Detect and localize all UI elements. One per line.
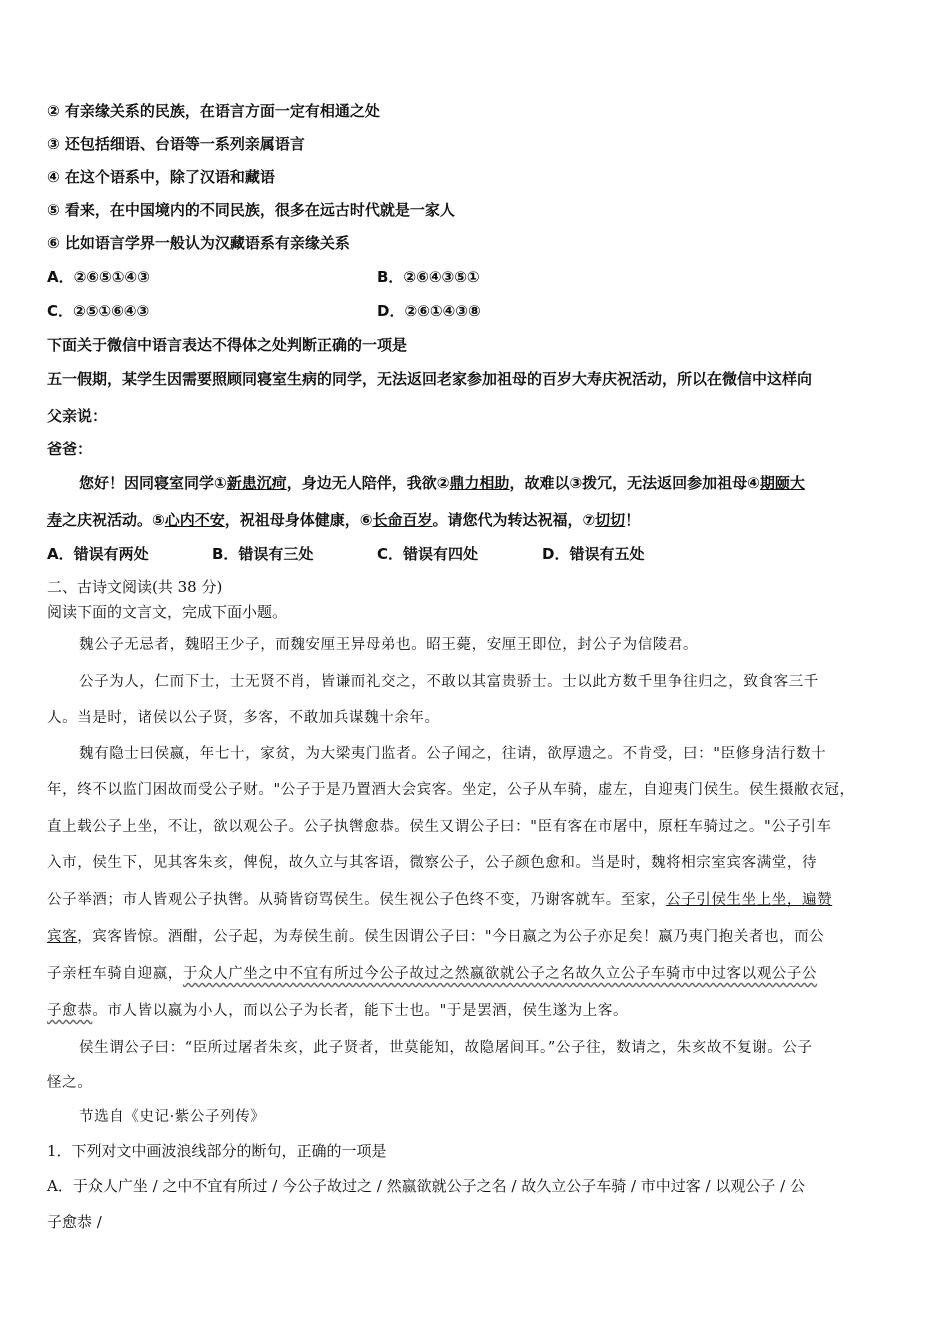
section-heading: 二、古诗文阅读(共 38 分) bbox=[47, 578, 223, 596]
order-item-4: ④ 在这个语系中，除了汉语和藏语 bbox=[47, 168, 275, 186]
msg-text: 之庆祝活动。⑤ bbox=[62, 511, 165, 529]
passage-p3-line-5 bbox=[47, 889, 832, 911]
wechat-salutation: 爸爸： bbox=[47, 440, 93, 458]
msg-text: ！ bbox=[625, 511, 641, 529]
wechat-options bbox=[47, 543, 707, 565]
msg-underlined-4: 心内不安 bbox=[164, 511, 225, 529]
order-option-b: B．②⑥④③⑤① bbox=[377, 268, 480, 286]
msg-text: ，祝祖母身体健康，⑥ bbox=[224, 511, 373, 529]
passage-underlined: 公子引侯生坐上坐，遍赞 bbox=[666, 892, 833, 908]
question-1-option-a-line-1: A．于众人广坐 / 之中不宜有所过 / 今公子故过之 / 然嬴欲就公子之名 / 故久立公子车骑 / 市中过客 / 以观公子 / 公 bbox=[47, 1177, 805, 1195]
msg-underlined-3: 期颐大 bbox=[759, 474, 805, 492]
order-item-5: ⑤ 看来，在中国境内的不同民族，很多在远古时代就是一家人 bbox=[47, 201, 455, 219]
passage-p3-line-8 bbox=[47, 1000, 628, 1022]
order-option-d: D．②⑥①④③⑧ bbox=[377, 302, 481, 320]
wechat-question-stem: 下面关于微信中语言表达不得体之处判断正确的一项是 bbox=[47, 336, 408, 354]
passage-text: 。市人皆以嬴为小人，而以公子为长者，能下士也。"于是罢酒，侯生遂为上客。 bbox=[92, 1003, 629, 1019]
passage-p3-line-6 bbox=[47, 926, 824, 948]
passage-wavy-underlined: 于众人广坐之中不宜有所过今公子故过之然嬴欲就公子之名故久立公子车骑市中过客以观公子公 bbox=[182, 966, 818, 982]
passage-p3-line-7 bbox=[47, 963, 817, 985]
passage-p2-line-2: 人。当是时，诸侯以公子贤，多客，不敢加兵谋魏十余年。 bbox=[47, 710, 440, 726]
order-item-6: ⑥ 比如语言学界一般认为汉藏语系有亲缘关系 bbox=[47, 234, 350, 252]
passage-underlined: 宾客 bbox=[47, 929, 78, 945]
msg-text: ，身边无人陪伴，我欲② bbox=[286, 474, 450, 492]
msg-text: 。请您代为转达祝福，⑦ bbox=[432, 511, 596, 529]
passage-p4-line-2: 怪之。 bbox=[47, 1075, 93, 1091]
order-item-2: ② 有亲缘关系的民族，在语言方面一定有相通之处 bbox=[47, 102, 380, 120]
passage-p2-line-1: 公子为人，仁而下士，士无贤不肖，皆谦而礼交之，不敢以其富贵骄士。士以此方数千里争往归之，致食客三千 bbox=[79, 674, 819, 690]
passage-p3-line-3: 直上载公子上坐，不让，欲以观公子。公子执辔愈恭。侯生又谓公子曰："臣有客在市屠中，原枉车骑过之。"公子引车 bbox=[47, 819, 832, 835]
msg-underlined-5: 长命百岁 bbox=[372, 511, 433, 529]
passage-wavy-underlined: 子愈恭 bbox=[47, 1003, 93, 1019]
passage-p3-line-1: 魏有隐士曰侯嬴，年七十，家贫，为大梁夷门监者。公子闻之，往请，欲厚遗之。不肯受，曰："臣修身洁行数十 bbox=[79, 746, 827, 762]
question-1-stem: 1．下列对文中画波浪线部分的断句，正确的一项是 bbox=[47, 1142, 387, 1160]
msg-text: ，故难以③拨冗，无法返回参加祖母④ bbox=[509, 474, 760, 492]
msg-underlined-6: 切切 bbox=[595, 511, 626, 529]
order-item-3: ③ 还包括细语、台语等一系列亲属语言 bbox=[47, 135, 305, 153]
passage-text: ，宾客皆惊。酒酣，公子起，为寿侯生前。侯生因谓公子曰："今日嬴之为公子亦足矣！嬴乃夷门抱关者也，而公 bbox=[77, 929, 825, 945]
wechat-message-line-2 bbox=[47, 509, 640, 531]
question-1-option-a-line-2: 子愈恭 / bbox=[47, 1213, 102, 1231]
passage-text: 子亲枉车骑自迎嬴， bbox=[47, 966, 183, 982]
msg-underlined-2: 鼎力相助 bbox=[449, 474, 510, 492]
reading-instruction: 阅读下面的文言文，完成下面小题。 bbox=[47, 603, 288, 621]
wechat-message-line-1 bbox=[47, 472, 805, 494]
wechat-option-b: B．错误有三处 bbox=[212, 545, 314, 563]
msg-underlined-3b: 寿 bbox=[47, 511, 63, 529]
wechat-context-line-2: 父亲说： bbox=[47, 407, 108, 425]
msg-underlined-1: 新患沉疴 bbox=[226, 474, 287, 492]
passage-p3-line-2: 年，终不以监门困故而受公子财。"公子于是乃置酒大会宾客。坐定，公子从车骑，虚左，自迎夷门侯生。侯生摄敝衣冠， bbox=[47, 782, 855, 798]
wechat-option-c: C．错误有四处 bbox=[377, 545, 479, 563]
passage-p4-line-1: 侯生谓公子曰：“臣所过屠者朱亥，此子贤者，世莫能知，故隐屠间耳。”公子往，数请之，朱亥故不复谢。公子 bbox=[79, 1040, 813, 1056]
passage-p1: 魏公子无忌者，魏昭王少子，而魏安厘王异母弟也。昭王薨，安厘王即位，封公子为信陵君。 bbox=[79, 637, 699, 653]
wechat-option-a: A．错误有两处 bbox=[47, 545, 149, 563]
wechat-context-line-1: 五一假期，某学生因需要照顾同寝室生病的同学，无法返回老家参加祖母的百岁大寿庆祝活动，所以在微信中这样向 bbox=[47, 370, 813, 388]
order-option-a: A．②⑥⑤①④③ bbox=[47, 268, 150, 286]
order-option-c: C．②⑤①⑥④③ bbox=[47, 302, 150, 320]
msg-text: 您好！因同寝室同学① bbox=[79, 474, 227, 492]
passage-source: 节选自《史记·紫公子列传》 bbox=[79, 1109, 266, 1125]
passage-p3-line-4: 入市，侯生下，见其客朱亥，俾倪，故久立与其客语，微察公子，公子颜色愈和。当是时，魏将相宗室宾客满堂，待 bbox=[47, 855, 818, 871]
wechat-option-d: D．错误有五处 bbox=[542, 545, 645, 563]
passage-text: 公子举酒；市人皆观公子执辔。从骑皆窃骂侯生。侯生视公子色终不变，乃谢客就车。至家， bbox=[47, 892, 667, 908]
